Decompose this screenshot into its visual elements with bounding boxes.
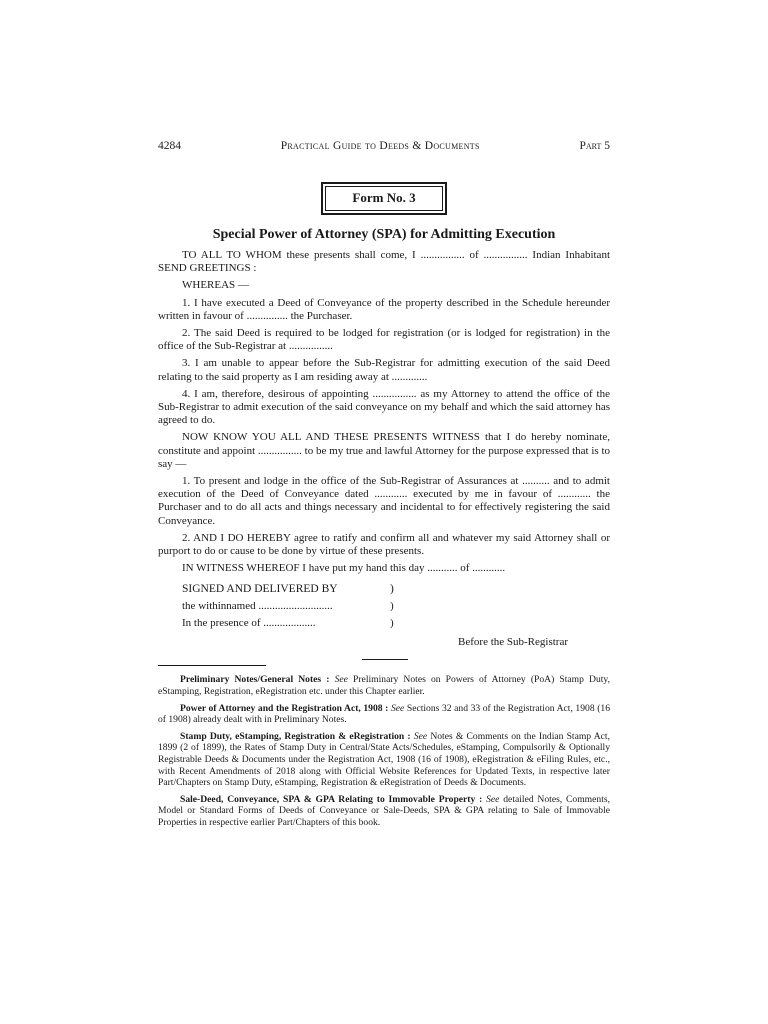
separator bbox=[158, 652, 610, 666]
deed-body bbox=[158, 249, 610, 575]
paragraph: 3. I am unable to appear before the Sub-Registrar for admitting execution of the said Deed relating to the said property as I am residing away at ............. bbox=[158, 357, 610, 383]
paragraph: 2. AND I DO HEREBY agree to ratify and confirm all and whatever my said Attorney shall or purport to do or cause to be done by virtue of these presents. bbox=[158, 531, 610, 558]
note-item: Stamp Duty, eStamping, Registration & eRegistration : See Notes & Comments on the Indian Stamp Act, 1899 (2 of 1899), the Rates of Stamp Duty in Central/State Acts/Schedules, eStamping, Compulsorily & Optionally Registrable Deeds & Documents under the Registration Act, 1908 (16 of 1908), eRegistration & eFiling Rules, etc., with Recent Amendments of 2018 along with Official Website References for Updated Texts, in respective later Part/Chapters on Stamp Duty, eStamping, Registration & eRegistration of Deeds & Documents. bbox=[158, 730, 611, 789]
page-number: 4284 bbox=[158, 140, 181, 152]
footnotes bbox=[158, 674, 610, 828]
paragraph: TO ALL TO WHOM these presents shall come, I ................ of ................ Indian Inhabitant SEND GREETINGS : bbox=[158, 249, 610, 275]
paragraph: 2. The said Deed is required to be lodged for registration (or is lodged for registration) in the office of the Sub-Registrar at ................ bbox=[158, 327, 610, 353]
note-item: Sale-Deed, Conveyance, SPA & GPA Relating to Immovable Property : See detailed Notes, Comments, Model or Standard Forms of Deeds of Conveyance or Sale-Deeds, SPA & GPA relating to Sale of Immovable Properties in respective earlier Part/Chapters of this book. bbox=[158, 793, 610, 828]
before-sub-registrar: Before the Sub-Registrar bbox=[458, 636, 568, 649]
part-label: Part 5 bbox=[579, 140, 610, 152]
withinnamed-label: the withinnamed ........................... bbox=[182, 600, 333, 613]
note-item: Power of Attorney and the Registration Act, 1908 : See Sections 32 and 33 of the Registration Act, 1908 (16 of 1908) already dealt with in Preliminary Notes. bbox=[158, 702, 610, 726]
end-rule bbox=[362, 659, 408, 660]
paragraph: 4. I am, therefore, desirous of appointing ................ as my Attorney to attend the office of the Sub-Registrar to admit execution of the said conveyance on my behalf and which the said attorney has agreed to do. bbox=[158, 387, 610, 427]
signed-delivered-label: SIGNED AND DELIVERED BY bbox=[182, 583, 338, 596]
form-label-box bbox=[158, 182, 610, 215]
bracket: ) bbox=[390, 617, 394, 630]
bracket: ) bbox=[390, 600, 394, 613]
document-page bbox=[158, 138, 610, 834]
paragraph: IN WITNESS WHEREOF I have put my hand this day ........... of ............ bbox=[182, 562, 506, 575]
paragraph: NOW KNOW YOU ALL AND THESE PRESENTS WITNESS that I do hereby nominate, constitute and appoint ................ to be my true and lawful Attorney for the purpose expressed that is to say — bbox=[158, 431, 610, 470]
presence-label: In the presence of ................... bbox=[182, 617, 316, 630]
paragraph: 1. To present and lodge in the office of the Sub-Registrar of Assurances at .......... and to admit execution of the Deed of Conveyance dated ............ executed by me in favour of ............ the Purchaser and to do all acts and things necessary and incidental to for effectively registering the said Conveyance. bbox=[158, 475, 610, 527]
form-number: Form No. 3 bbox=[325, 186, 442, 211]
running-header bbox=[158, 140, 610, 152]
footnote-rule bbox=[158, 665, 266, 666]
note-item: Preliminary Notes/General Notes : See Preliminary Notes on Powers of Attorney (PoA) Stamp Duty, eStamping, Registration, eRegistration etc. under this Chapter earlier. bbox=[158, 674, 610, 698]
book-title: Practical Guide to Deeds & Documents bbox=[280, 140, 480, 152]
bracket: ) bbox=[390, 583, 394, 596]
paragraph: WHEREAS — bbox=[182, 279, 249, 292]
document-title: Special Power of Attorney (SPA) for Admitting Execution bbox=[212, 227, 556, 242]
signature-block bbox=[158, 581, 610, 632]
paragraph: 1. I have executed a Deed of Conveyance of the property described in the Schedule hereunder written in favour of ............... the Purchaser. bbox=[158, 296, 610, 322]
